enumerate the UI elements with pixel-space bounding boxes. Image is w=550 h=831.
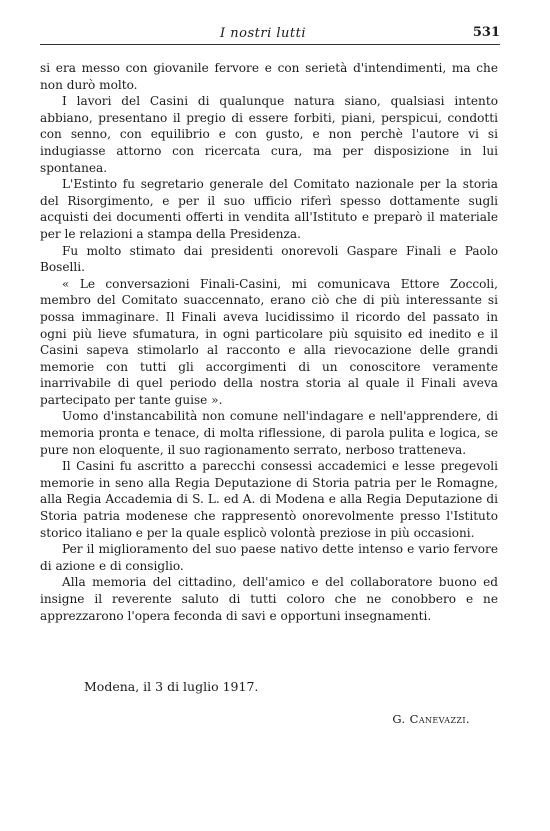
paragraph: Per il miglioramento del suo paese nativo dette intenso e vario fervore di azione e di consiglio.	[40, 542, 498, 573]
signoff	[40, 679, 498, 694]
paragraph: Il Casini fu ascritto a parecchi consessi accademici e lesse pregevoli memorie in seno alla Regia Deputazione di Storia patria per le Romagne, alla Regia Accademia di S. L. ed A. di Modena e alla Regia Deputazione di Storia patria modenese che rappresentò onorevolmente presso l'Istituto storico italiano e per la quale esplicò volontà preziose in più occasioni.	[40, 459, 498, 540]
paragraph-quote: « Le conversazioni Finali-Casini, mi comunicava Ettore Zoccoli, membro del Comitato suaccennato, erano ciò che di più interessante si possa immaginare. Il Finali aveva lucidissimo il ricordo del passato in ogni più lieve sfumatura, in ogni particolare più squisito ed inedito e il Casini sapeva stimolarlo al racconto e alla rievocazione delle grandi memorie con tutti gli accorgimenti di un conoscitore veramente inarrivabile di quel periodo della nostra storia al quale il Finali aveva partecipato per tante guise ».	[40, 276, 498, 407]
article-body	[40, 60, 498, 624]
author-signature: G. Canevazzi.	[392, 712, 470, 726]
paragraph: Fu molto stimato dai presidenti onorevoli Gaspare Finali e Paolo Boselli.	[40, 243, 498, 275]
paragraph: L'Estinto fu segretario generale del Comitato nazionale per la storia del Risorgimento, e per il suo ufficio riferì spesso dottamente sugli acquisti dei documenti offerti in vendita all'Istituto e preparò il materiale per le relazioni a stampa della Presidenza.	[40, 177, 498, 241]
paragraph: I lavori del Casini di qualunque natura siano, qualsiasi intento abbiano, presentano il pregio di essere forbiti, piani, perspicui, condotti con senno, con equilibrio e con gusto, e non perchè l'autore vi si indugiasse attorno con ricercata cura, ma per disposizione in lui spontanea.	[40, 94, 498, 175]
page-number: 531	[472, 25, 500, 40]
running-header	[40, 24, 500, 45]
paragraph: Uomo d'instancabilità non comune nell'indagare e nell'apprendere, di memoria pronta e tenace, di molta riflessione, di parola pulita e logica, se pure non eloquente, il suo ragionamento serrato, nerboso tratteneva.	[40, 409, 498, 457]
paragraph-continuation: si era messo con giovanile fervore e con serietà d'intendimenti, ma che non durò molto.	[40, 61, 498, 92]
date-line: Modena, il 3 di luglio 1917.	[84, 679, 259, 694]
signature	[392, 712, 470, 726]
running-title: I nostri lutti	[220, 26, 307, 41]
paragraph: Alla memoria del cittadino, dell'amico e del collaboratore buono ed insigne il reverente saluto di tutti coloro che ne conobbero e ne apprezzarono l'opera feconda di savi e opportuni insegnamenti.	[40, 575, 498, 623]
